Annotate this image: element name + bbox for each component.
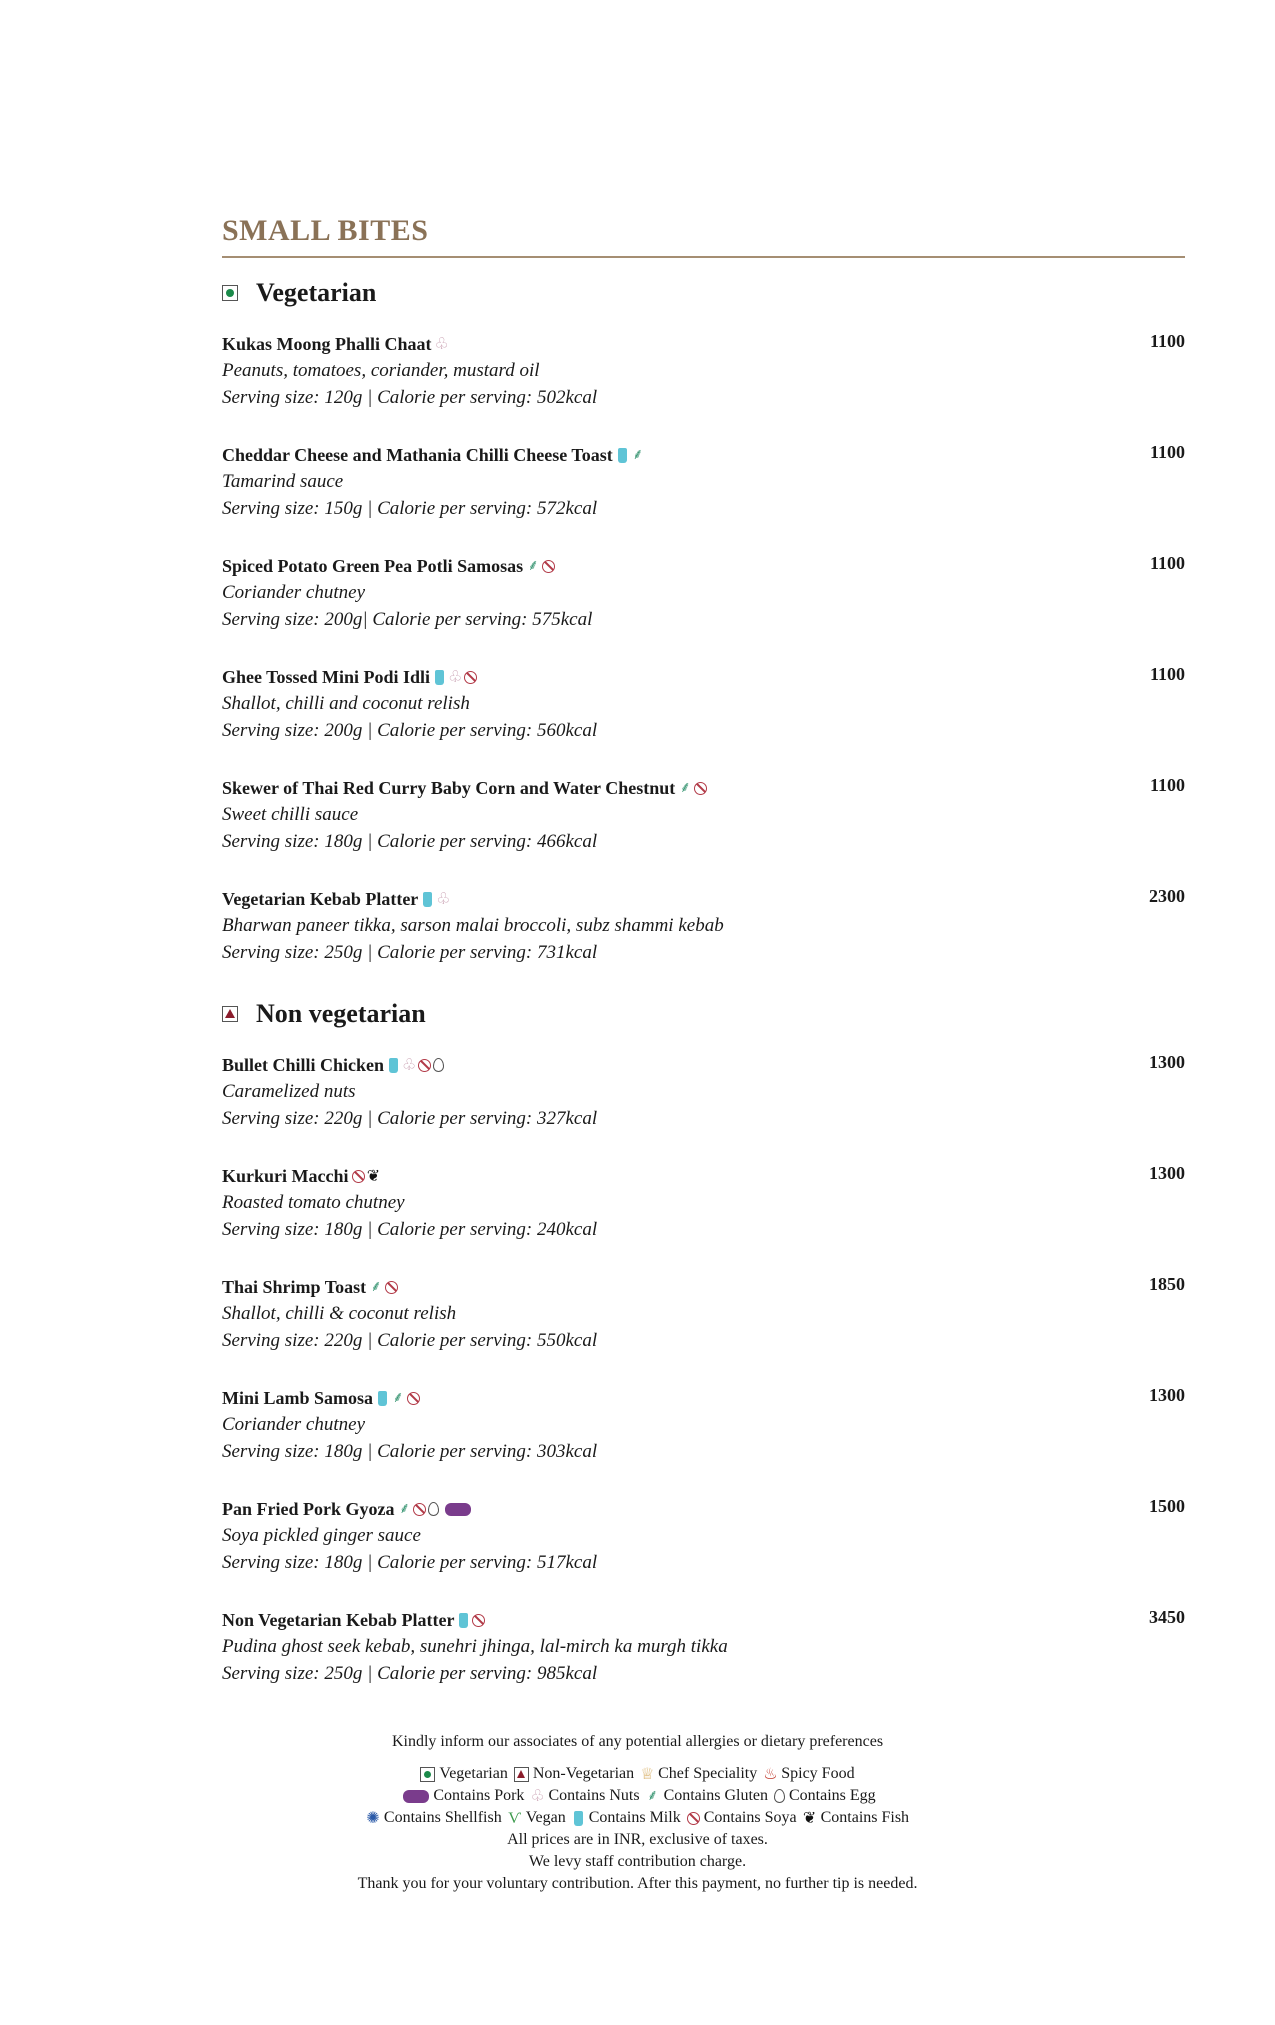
pork-icon [403,1790,429,1803]
tax-note: All prices are in INR, exclusive of taxes. [507,1831,768,1848]
item-name: Pan Fried Pork Gyoza [222,1498,395,1519]
item-name: Vegetarian Kebab Platter [222,888,419,909]
milk-icon [423,892,432,907]
item-name: Mini Lamb Samosa [222,1387,374,1408]
item-price: 1500 [1149,1496,1185,1516]
item-price: 1100 [1149,775,1185,795]
item-price: 3450 [1149,1607,1185,1627]
shellfish-icon: ✺ [366,1809,380,1827]
nonveg-heading [222,999,426,1029]
item-price: 1300 [1149,1385,1185,1405]
milk-icon [435,670,444,685]
thank-you-note: Thank you for your voluntary contribution. After this payment, no further tip is needed. [357,1875,918,1892]
egg-icon [433,1058,444,1072]
menu-item [222,664,1185,744]
fish-icon: ❦ [802,1809,817,1827]
item-name: Ghee Tossed Mini Podi Idli [222,666,431,687]
item-description: Coriander chutney [222,582,366,603]
gluten-icon: ⸙ [632,446,644,463]
pork-icon [445,1503,471,1516]
soya-icon [472,1614,485,1627]
item-price: 2300 [1149,886,1185,906]
item-description: Sweet chilli sauce [222,804,359,825]
soya-icon [385,1281,398,1294]
item-serving-info: Serving size: 250g | Calorie per serving: 731kcal [222,942,598,963]
item-price: 1300 [1149,1163,1185,1183]
legend-gluten: ⸙ Contains Gluten [646,1787,768,1804]
item-serving-info: Serving size: 220g | Calorie per serving: 550kcal [222,1330,598,1351]
soya-icon [687,1812,700,1825]
item-serving-info: Serving size: 220g | Calorie per serving: 327kcal [222,1108,598,1129]
veg-heading [222,278,376,308]
item-price: 1100 [1149,553,1185,573]
menu-item [222,1274,1185,1354]
legend-chef: ♕ Chef Speciality [640,1765,758,1783]
chilli-icon: ♨ [763,1765,778,1783]
veg-heading-label: Vegetarian [256,278,377,307]
soya-icon [542,560,555,573]
allergen-icons [433,669,477,686]
item-name: Non Vegetarian Kebab Platter [222,1609,455,1630]
vegetarian-mark-icon [222,285,238,301]
allergen-icons [352,1168,381,1185]
fish-icon: ❦ [366,1167,381,1185]
egg-icon [774,1789,785,1803]
allergen-icons [397,1501,471,1518]
gluten-icon: ⸙ [370,1278,382,1295]
menu-item [222,886,1185,966]
nuts-icon: ♧ [530,1787,545,1805]
item-name: Bullet Chilli Chicken [222,1054,385,1075]
legend-spicy: ♨ Spicy Food [763,1765,855,1783]
item-serving-info: Serving size: 180g | Calorie per serving: 303kcal [222,1441,598,1462]
non-vegetarian-mark-icon [222,1006,238,1022]
allergen-icons [369,1279,398,1296]
section-title: SMALL BITES [222,214,429,247]
item-name: Cheddar Cheese and Mathania Chilli Cheese Toast [222,444,613,465]
egg-icon [428,1502,439,1516]
item-price: 1100 [1149,331,1185,351]
item-serving-info: Serving size: 200g | Calorie per serving: 560kcal [222,720,598,741]
menu-item [222,1607,1185,1687]
item-description: Coriander chutney [222,1414,366,1435]
allergen-icons [457,1613,485,1628]
milk-icon [378,1391,387,1406]
menu-item [222,1052,1185,1132]
item-serving-info: Serving size: 180g | Calorie per serving: 517kcal [222,1552,598,1573]
legend-row-2 [0,1785,1275,1807]
legend-egg: Contains Egg [774,1785,876,1807]
gluten-icon: ⸙ [398,1500,411,1517]
item-serving-info: Serving size: 200g| Calorie per serving: 575kcal [222,609,593,630]
allergen-icons [435,336,449,353]
menu-item [222,442,1185,522]
legend-pork: Contains Pork [399,1785,524,1807]
item-serving-info: Serving size: 180g | Calorie per serving: 466kcal [222,831,598,852]
soya-icon [407,1392,420,1405]
item-description: Bharwan paneer tikka, sarson malai broccoli, subz shammi kebab [222,915,724,936]
menu-item [222,1385,1185,1465]
nuts-icon: ♧ [402,1056,417,1074]
legend-milk: Contains Milk [572,1807,681,1829]
menu-item [222,1163,1185,1243]
legend-row-1 [0,1763,1275,1785]
nuts-icon: ♧ [448,668,463,686]
allergen-icons [421,891,450,908]
item-description: Tamarind sauce [222,471,344,492]
item-description: Pudina ghost seek kebab, sunehri jhinga, lal-mirch ka murgh tikka [222,1636,728,1657]
nuts-icon: ♧ [434,335,449,353]
gluten-icon: ⸙ [646,1787,659,1804]
milk-icon [459,1613,468,1628]
item-price: 1850 [1149,1274,1185,1294]
menu-item [222,1496,1185,1576]
allergen-icons [387,1057,444,1074]
item-description: Roasted tomato chutney [222,1192,405,1213]
chef-hat-icon: ♕ [640,1765,655,1783]
allergen-icons [616,447,645,464]
allergen-icons [526,558,555,575]
soya-icon [352,1170,365,1183]
nonveg-heading-label: Non vegetarian [256,999,426,1028]
gluten-icon: ⸙ [527,557,539,574]
item-name: Kurkuri Macchi [222,1165,349,1186]
item-price: 1100 [1149,664,1185,684]
legend-row-3 [0,1807,1275,1829]
legend-shellfish: ✺ Contains Shellfish [366,1809,502,1827]
non-vegetarian-mark-icon [514,1767,529,1782]
milk-icon [389,1058,398,1073]
item-name: Spiced Potato Green Pea Potli Samosas [222,555,524,576]
item-description: Shallot, chilli & coconut relish [222,1303,457,1324]
item-price: 1300 [1149,1052,1185,1072]
menu-item [222,775,1185,855]
milk-icon [618,448,627,463]
item-description: Peanuts, tomatoes, coriander, mustard oil [222,360,540,381]
vegetarian-mark-icon [420,1767,435,1782]
legend-non-vegetarian: Non-Vegetarian [514,1763,634,1785]
item-name: Skewer of Thai Red Curry Baby Corn and Water Chestnut [222,777,676,798]
allergy-notice: Kindly inform our associates of any potential allergies or dietary preferences [391,1733,884,1750]
soya-icon [413,1503,426,1516]
staff-charge-note: We levy staff contribution charge. [528,1853,747,1870]
legend-nuts: ♧ Contains Nuts [530,1787,640,1805]
item-serving-info: Serving size: 250g | Calorie per serving: 985kcal [222,1663,598,1684]
legend-fish: ❦ Contains Fish [802,1809,910,1827]
milk-icon [574,1811,583,1826]
menu-item [222,331,1185,411]
allergen-icons [376,1390,420,1407]
item-serving-info: Serving size: 150g | Calorie per serving: 572kcal [222,498,598,519]
menu-item [222,553,1185,633]
legend-soya: Contains Soya [687,1807,797,1829]
gluten-icon: ⸙ [392,1389,404,1406]
soya-icon [694,782,707,795]
legend-vegan: Ѵ Vegan [508,1809,566,1827]
item-serving-info: Serving size: 180g | Calorie per serving: 240kcal [222,1219,598,1240]
item-description: Shallot, chilli and coconut relish [222,693,470,714]
soya-icon [418,1059,431,1072]
legend-vegetarian: Vegetarian [420,1763,507,1785]
item-description: Soya pickled ginger sauce [222,1525,421,1546]
item-price: 1100 [1149,442,1185,462]
item-name: Kukas Moong Phalli Chaat [222,333,432,354]
vegan-icon: Ѵ [508,1809,522,1827]
nuts-icon: ♧ [436,890,451,908]
item-name: Thai Shrimp Toast [222,1276,367,1297]
allergen-icons [678,780,707,797]
item-serving-info: Serving size: 120g | Calorie per serving: 502kcal [222,387,598,408]
gluten-icon: ⸙ [679,779,691,796]
soya-icon [464,671,477,684]
section-divider [222,256,1185,258]
item-description: Caramelized nuts [222,1081,356,1102]
menu-footer [0,1731,1275,1895]
